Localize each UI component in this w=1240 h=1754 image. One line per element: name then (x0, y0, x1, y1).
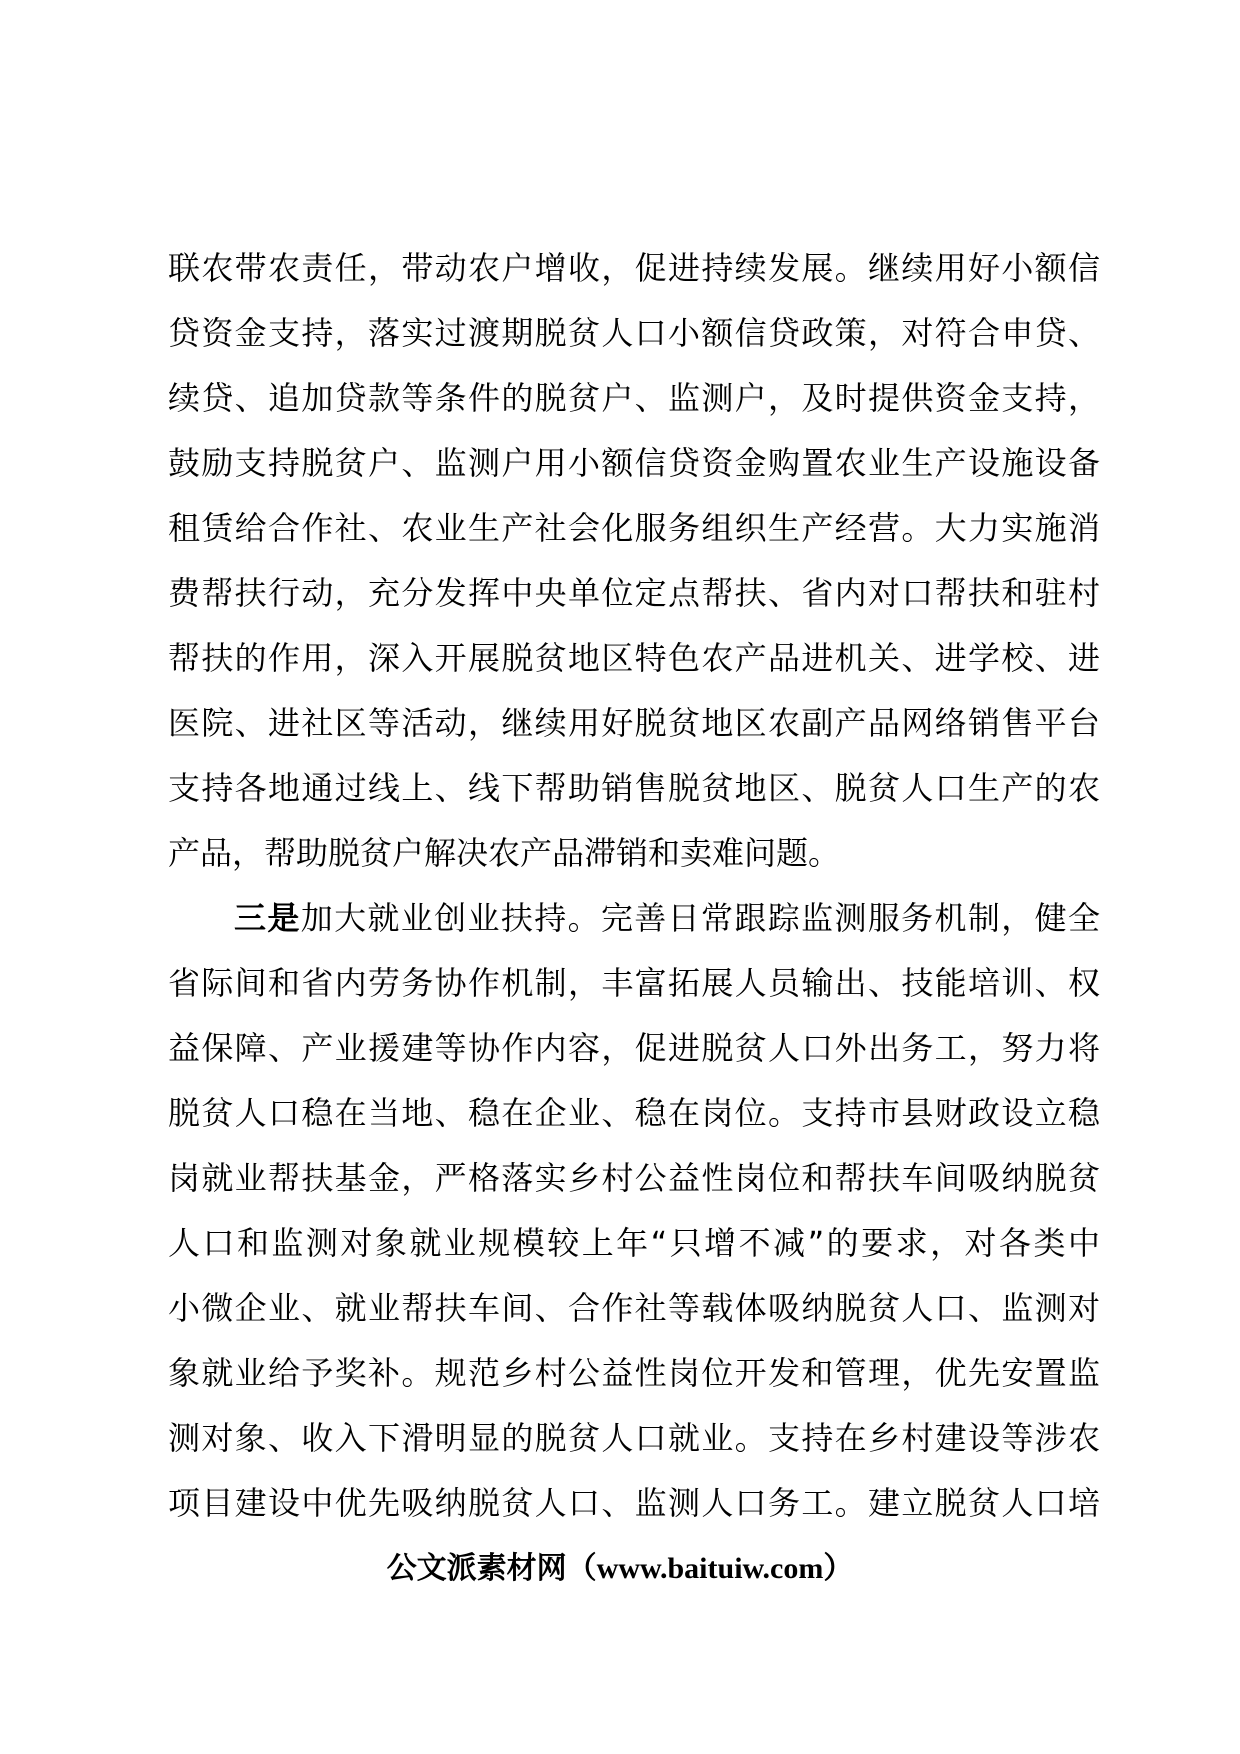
text-line: 医院、进社区等活动，继续用好脱贫地区农副产品网络销售平台 (168, 704, 1100, 742)
text-line: 省际间和省内劳务协作机制，丰富拓展人员输出、技能培训、权 (168, 964, 1100, 1002)
text-line: 益保障、产业援建等协作内容，促进脱贫人口外出务工，努力将 (168, 1029, 1100, 1067)
text-line: 测对象、收入下滑明显的脱贫人口就业。支持在乡村建设等涉农 (168, 1419, 1100, 1457)
text-line-first (168, 886, 1100, 951)
text-line: 小微企业、就业帮扶车间、合作社等载体吸纳脱贫人口、监测对 (168, 1289, 1100, 1327)
text-line: 联农带农责任，带动农户增收，促进持续发展。继续用好小额信 (168, 249, 1100, 287)
paragraph-2 (168, 886, 1100, 1536)
text-line: 产品，帮助脱贫户解决农产品滞销和卖难问题。 (168, 834, 841, 872)
text-line: 象就业给予奖补。规范乡村公益性岗位开发和管理，优先安置监 (168, 1354, 1100, 1392)
text-line: 岗就业帮扶基金，严格落实乡村公益性岗位和帮扶车间吸纳脱贫 (168, 1159, 1100, 1197)
text-line: 费帮扶行动，充分发挥中央单位定点帮扶、省内对口帮扶和驻村 (168, 574, 1100, 612)
text-line-rest: 加大就业创业扶持。完善日常跟踪监测服务机制，健全 (300, 899, 1100, 937)
text-line: 贷资金支持，落实过渡期脱贫人口小额信贷政策，对符合申贷、 (168, 314, 1100, 352)
text-line: 帮扶的作用，深入开展脱贫地区特色农产品进机关、进学校、进 (168, 639, 1100, 677)
text-line: 脱贫人口稳在当地、稳在企业、稳在岗位。支持市县财政设立稳 (168, 1094, 1100, 1132)
text-line: 支持各地通过线上、线下帮助销售脱贫地区、脱贫人口生产的农 (168, 769, 1100, 807)
text-line: 租赁给合作社、农业生产社会化服务组织生产经营。大力实施消 (168, 509, 1100, 547)
paragraph-1 (168, 236, 1100, 886)
text-line: 续贷、追加贷款等条件的脱贫户、监测户，及时提供资金支持， (168, 379, 1100, 417)
body-text (168, 236, 1100, 1536)
page-footer: 公文派素材网（www.baituiw.com） (386, 1552, 854, 1585)
text-line: 鼓励支持脱贫户、监测户用小额信贷资金购置农业生产设施设备 (168, 444, 1100, 482)
text-line: 人口和监测对象就业规模较上年“只增不减”的要求，对各类中 (168, 1224, 1100, 1262)
text-line: 项目建设中优先吸纳脱贫人口、监测人口务工。建立脱贫人口培 (168, 1484, 1100, 1522)
paragraph-lead: 三是 (234, 899, 301, 937)
